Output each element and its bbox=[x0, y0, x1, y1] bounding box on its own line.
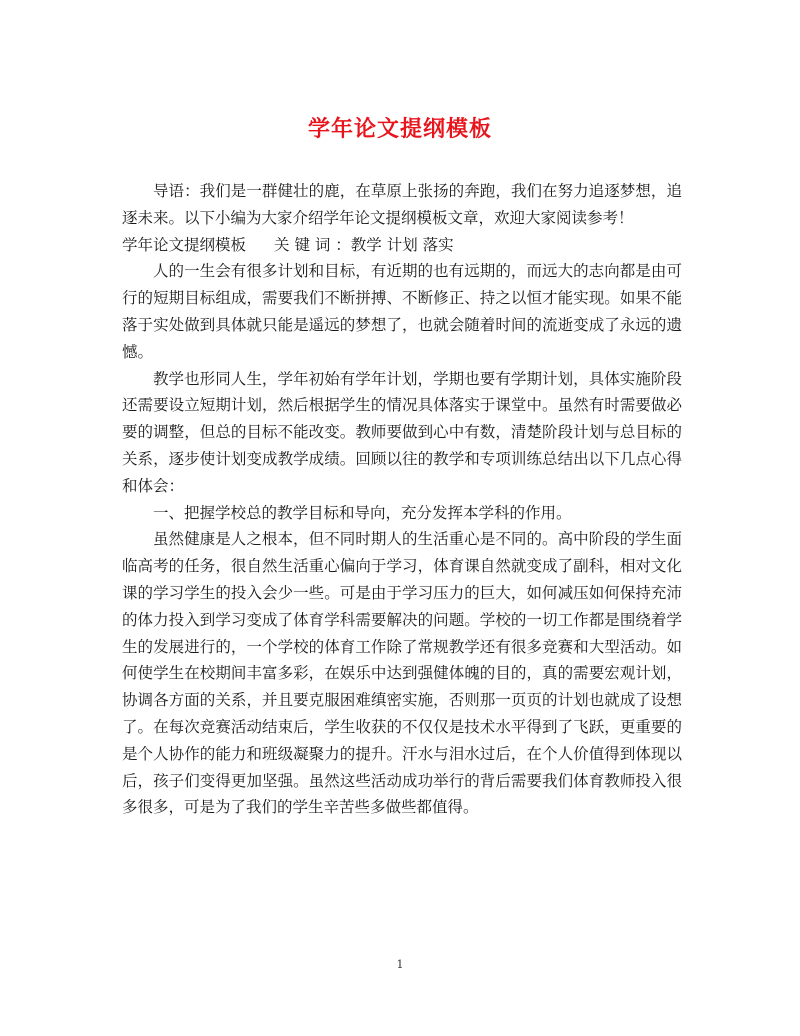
body-paragraph: 教学也形同人生，学年初始有学年计划，学期也要有学期计划，具体实施阶段还需要设立短期计划，然后根据学生的情况具体落实于课堂中。虽然有时需要做必要的调整，但总的目标不能改变。教师要做到心中有数，清楚阶段计划与总目标的关系，逐步使计划变成教学成绩。回顾以往的教学和专项训练总结出以下几点心得和体会： bbox=[122, 369, 682, 495]
document-title: 学年论文提纲模板 bbox=[307, 116, 492, 142]
body-paragraph: 人的一生会有很多计划和目标，有近期的也有远期的，而远大的志向都是由可行的短期目标组成，需要我们不断拼搏、不断修正、持之以恒才能实现。如果不能落于实处做到具体就只能是遥远的梦想了，也就会随着时间的流逝变成了永远的遗憾。 bbox=[122, 262, 682, 361]
keyword-line bbox=[122, 232, 682, 259]
intro-paragraph: 导语：我们是一群健壮的鹿，在草原上张扬的奔跑，我们在努力追逐梦想，追逐未来。以下小编为大家介绍学年论文提纲模板文章，欢迎大家阅读参考！ bbox=[122, 182, 682, 227]
document-body bbox=[122, 178, 682, 821]
body-paragraph: 虽然健康是人之根本，但不同时期人的生活重心是不同的。高中阶段的学生面临高考的任务，很自然生活重心偏向于学习，体育课自然就变成了副科，相对文化课的学习学生的投入会少一些。可是由于学习压力的巨大，如何减压如何保持充沛的体力投入到学习变成了体育学科需要解决的问题。学校的一切工作都是围绕着学生的发展进行的，一个学校的体育工作除了常规教学还有很多竞赛和大型活动。如何使学生在校期间丰富多彩，在娱乐中达到强健体魄的目的，真的需要宏观计划，协调各方面的关系，并且要克服困难缜密实施，否则那一页页的计划也就成了设想了。在每次竞赛活动结束后，学生收获的不仅仅是技术水平得到了飞跃，更重要的是个人协作的能力和班级凝聚力的提升。汗水与泪水过后，在个人价值得到体现以后，孩子们变得更加坚强。虽然这些活动成功举行的背后需要我们体育教师投入很多很多，可是为了我们的学生辛苦些多做些都值得。 bbox=[122, 530, 682, 817]
keyword-list: 关 键 词 ：教学 计划 落实 bbox=[274, 235, 454, 254]
keyword-line-title: 学年论文提纲模板 bbox=[122, 235, 247, 254]
section-heading: 一、把握学校总的教学目标和导向，充分发挥本学科的作用。 bbox=[153, 503, 572, 522]
page-number: 1 bbox=[396, 958, 404, 971]
